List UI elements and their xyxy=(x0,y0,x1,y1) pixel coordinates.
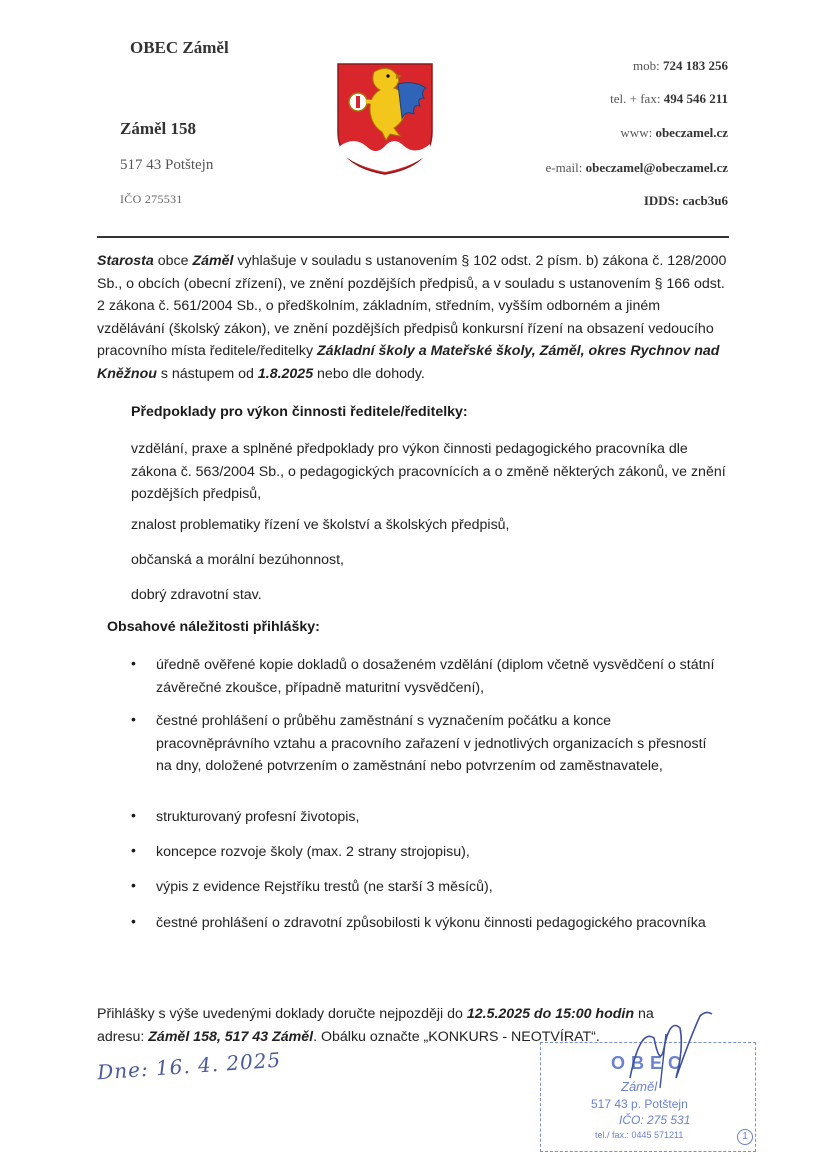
bullet-icon: • xyxy=(131,711,136,727)
requirement-item: občanská a morální bezúhonnost, xyxy=(131,552,344,568)
company-id: IČO 275531 xyxy=(120,192,183,206)
requirement-item: dobrý zdravotní stav. xyxy=(131,587,262,603)
contact-email: e-mail: obeczamel@obeczamel.cz xyxy=(545,160,728,175)
application-item: strukturovaný profesní životopis, xyxy=(156,809,360,825)
bullet-icon: • xyxy=(131,877,136,893)
address-city: 517 43 Potštejn xyxy=(120,157,214,173)
coat-of-arms-icon xyxy=(336,62,434,176)
application-item: čestné prohlášení o průběhu zaměstnání s vyznačením počátku a konce pracovněprávního vztahu a pracovního zařazení v jednotlivých organizacích s přesností na dny, doložené potvrzením o zaměstnání nebo potvrzením od zaměstnavatele, xyxy=(156,713,707,774)
bullet-icon: • xyxy=(131,807,136,823)
intro-school-name: Základní školy a Mateřské školy, Záměl, okres Rychnov nad Kněžnou xyxy=(97,343,720,382)
application-item: koncepce rozvoje školy (max. 2 strany strojopisu), xyxy=(156,844,470,860)
intro-start-date: 1.8.2025 xyxy=(257,365,314,382)
contact-website: www: obeczamel.cz xyxy=(620,125,728,140)
stamp-line: OBEC xyxy=(611,1053,688,1073)
requirement-item: znalost problematiky řízení ve školství a školských předpisů, xyxy=(131,517,510,533)
application-item: čestné prohlášení o zdravotní způsobilosti k výkonu činnosti pedagogického pracovníka xyxy=(156,915,706,931)
closing-address: Záměl 158, 517 43 Záměl xyxy=(148,1028,314,1045)
bullet-icon: • xyxy=(131,913,136,929)
closing-deadline: 12.5.2025 do 15:00 hodin xyxy=(466,1006,635,1022)
handwritten-date: Dne: 16. 4. 2025 xyxy=(96,1047,282,1085)
header-divider xyxy=(97,236,729,238)
contact-phone-fax: tel. + fax: 494 546 211 xyxy=(610,91,728,106)
application-item: úředně ověřené kopie dokladů o dosaženém vzdělání (diplom včetně vysvědčení o státní závěrečné zkoušce, případně maturitní vysvědčení), xyxy=(156,657,715,696)
stamp-line: IČO: 275 531 xyxy=(619,1113,691,1127)
bullet-icon: • xyxy=(131,655,136,671)
contact-databox: IDDS: cacb3u6 xyxy=(643,193,728,208)
intro-paragraph: Starosta obce Záměl vyhlašuje v souladu s ustanovením § 102 odst. 2 písm. b) zákona č. 128/2000 Sb., o obcích (obecní zřízení), ve znění pozdějších předpisů, a v souladu s ustanovením § 166 odst. 2 zákona č. 561/2004 Sb., o předškolním, základním, středním, vyšším odborném a jiném vzdělávání (školský zákon), ve znění pozdějších předpisů konkursní řízení na obsazení vedoucího pracovního místa ředitele/ředitelky Základní školy a Mateřské školy, Záměl, okres Rychnov nad Kněžnou s nástupem od 1.8.2025 nebo dle dohody. xyxy=(97,253,727,382)
stamp-line: 517 43 p. Potštejn xyxy=(591,1097,688,1111)
application-item: výpis z evidence Rejstříku trestů (ne starší 3 měsíců), xyxy=(156,879,493,895)
requirements-heading: Předpoklady pro výkon činnosti ředitele/ředitelky: xyxy=(131,404,468,420)
closing-paragraph: Přihlášky s výše uvedenými doklady doručte nejpozději do 12.5.2025 do 15:00 hodin na adresu: Záměl 158, 517 43 Záměl. Obálku označte „KONKURS - NEOTVÍRAT“. xyxy=(97,1006,654,1045)
stamp-line: tel./ fax.: 0445 571211 xyxy=(595,1130,684,1140)
stamp-number: 1 xyxy=(737,1129,753,1145)
municipality-name: OBEC Záměl xyxy=(130,38,229,57)
intro-starosta: Starosta xyxy=(97,253,154,269)
bullet-icon: • xyxy=(131,842,136,858)
stamp-line: Záměl xyxy=(621,1079,658,1094)
intro-obec: Záměl xyxy=(192,253,234,269)
signature-icon xyxy=(620,1008,720,1098)
requirement-item: vzdělání, praxe a splněné předpoklady pro výkon činnosti pedagogického pracovníka dle zákona č. 563/2004 Sb., o pedagogických pracovnících a o změně některých zákonů, ve znění pozdějších předpisů, xyxy=(131,441,726,502)
application-contents-heading: Obsahové náležitosti přihlášky: xyxy=(107,619,320,635)
address-street: Záměl 158 xyxy=(120,119,197,138)
contact-mobile: mob: 724 183 256 xyxy=(633,58,728,73)
